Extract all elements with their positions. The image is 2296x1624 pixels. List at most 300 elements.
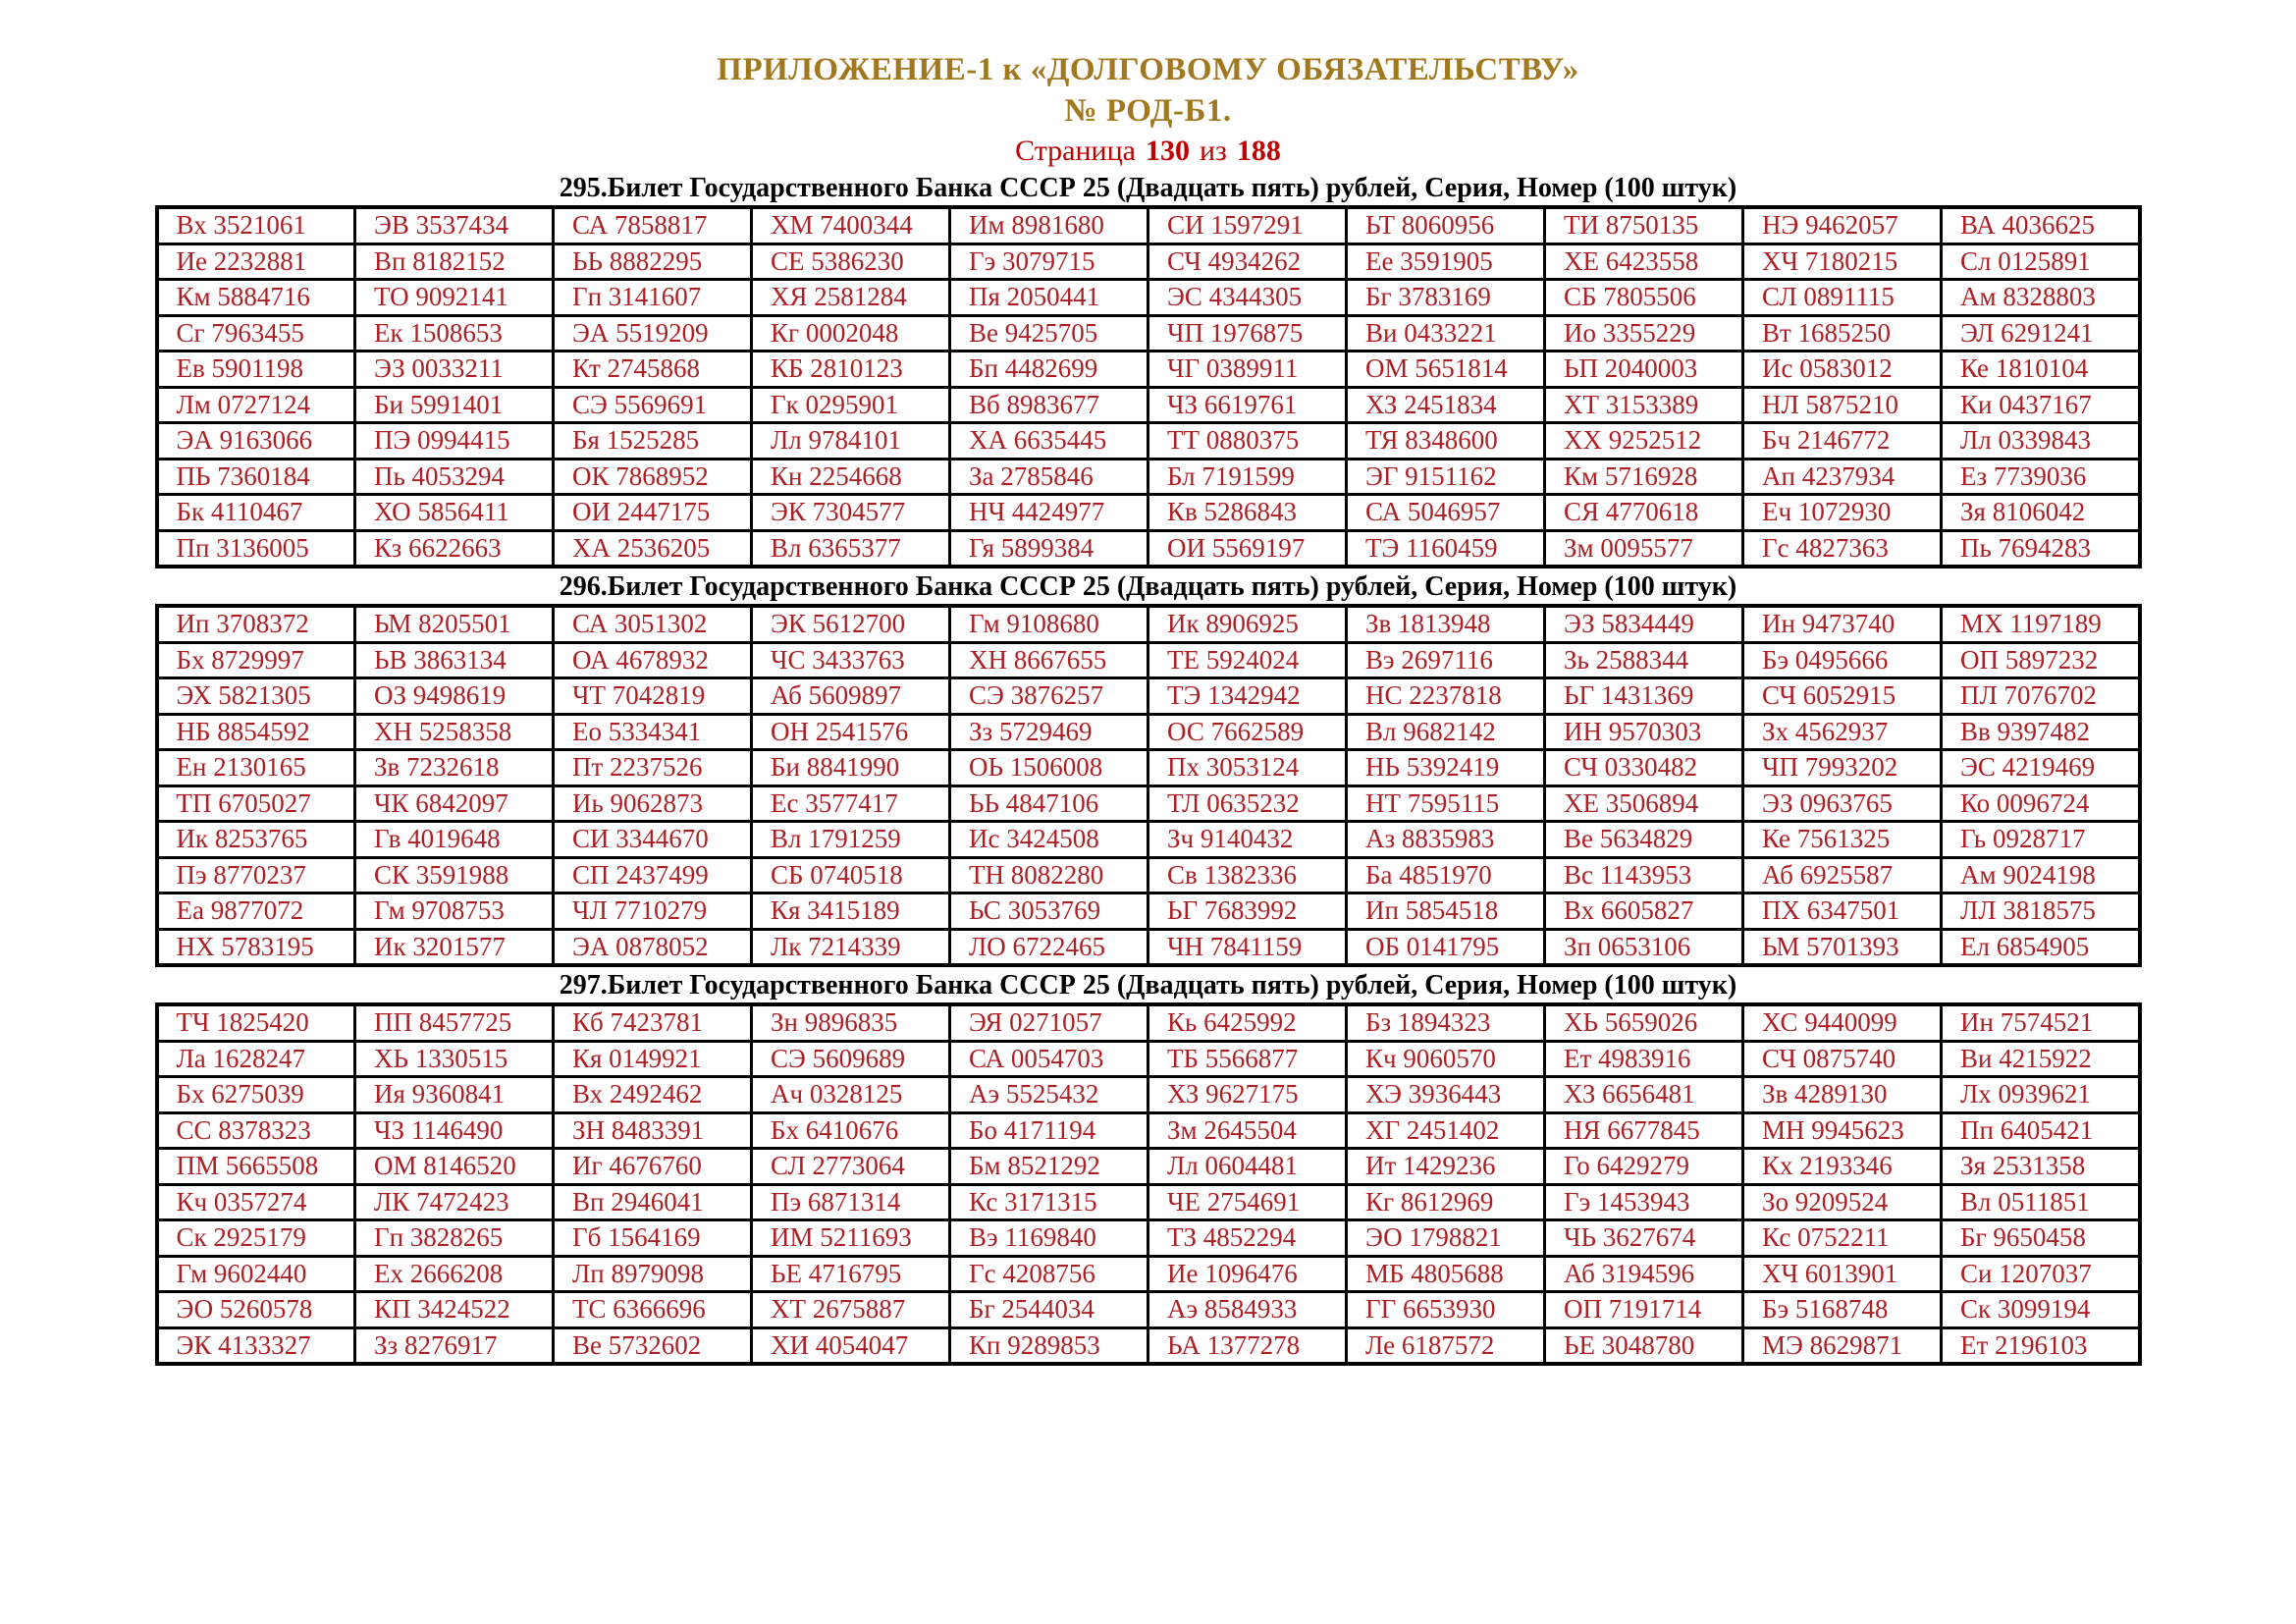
serial-cell: ХЕ 3506894 — [1545, 785, 1743, 822]
serial-cell: Зя 8106042 — [1942, 495, 2140, 531]
serial-cell: Ех 2666208 — [355, 1256, 554, 1292]
serial-cell: ТО 9092141 — [355, 280, 554, 316]
page-word: Страница — [1015, 135, 1136, 167]
serial-cell: Ио 3355229 — [1545, 315, 1743, 352]
serial-cell: Вп 2946041 — [554, 1184, 752, 1220]
serial-cell: ЬМ 8205501 — [355, 606, 554, 642]
serial-cell: Гм 9108680 — [950, 606, 1148, 642]
table-row — [157, 822, 2140, 858]
serial-cell: КБ 2810123 — [752, 352, 950, 388]
serial-cell: ЛЛ 3818575 — [1942, 893, 2140, 930]
serial-cell: Ки 0437167 — [1942, 387, 2140, 423]
serial-cell: ОН 2541576 — [752, 714, 950, 750]
serial-cell: Бм 8521292 — [950, 1149, 1148, 1185]
serial-cell: ЧЗ 1146490 — [355, 1112, 554, 1149]
serial-cell: Ин 7574521 — [1942, 1004, 2140, 1041]
serial-cell: Вб 8983677 — [950, 387, 1148, 423]
serial-cell: ЧЬ 3627674 — [1545, 1220, 1743, 1257]
serial-cell: Кб 7423781 — [554, 1004, 752, 1041]
table-row — [157, 642, 2140, 678]
serial-cell: ЛК 7472423 — [355, 1184, 554, 1220]
serial-cell: Ам 9024198 — [1942, 857, 2140, 893]
serial-cell: Ет 2196103 — [1942, 1327, 2140, 1364]
serial-cell: СЯ 4770618 — [1545, 495, 1743, 531]
serial-cell: Вл 6365377 — [752, 530, 950, 567]
serial-cell: Гэ 1453943 — [1545, 1184, 1743, 1220]
serial-cell: СК 3591988 — [355, 857, 554, 893]
serial-cell: Бч 2146772 — [1743, 423, 1942, 460]
serial-cell: Зв 7232618 — [355, 750, 554, 786]
serial-cell: Ис 0583012 — [1743, 352, 1942, 388]
serial-cell: ХА 6635445 — [950, 423, 1148, 460]
table-297-title: 297.Билет Государственного Банка СССР 25 (Двадцать пять) рублей, Серия, Номер (100 штук) — [559, 970, 1737, 1001]
table-295-title: 295.Билет Государственного Банка СССР 25 (Двадцать пять) рублей, Серия, Номер (100 штук) — [559, 173, 1737, 203]
serial-cell: Ен 2130165 — [157, 750, 355, 786]
table-row — [157, 1004, 2140, 1041]
serial-cell: СБ 7805506 — [1545, 280, 1743, 316]
serial-cell: ПЭ 0994415 — [355, 423, 554, 460]
serial-cell: Пэ 8770237 — [157, 857, 355, 893]
serial-cell: ОМ 5651814 — [1347, 352, 1545, 388]
serial-cell: Ел 6854905 — [1942, 929, 2140, 965]
serial-cell: ХТ 3153389 — [1545, 387, 1743, 423]
serial-cell: ОА 4678932 — [554, 642, 752, 678]
serial-cell: ЧТ 7042819 — [554, 678, 752, 715]
serial-cell: НС 2237818 — [1347, 678, 1545, 715]
table-row — [157, 244, 2140, 280]
serial-cell: КП 3424522 — [355, 1292, 554, 1328]
serial-cell: Вл 9682142 — [1347, 714, 1545, 750]
serial-table-297 — [155, 1002, 2142, 1366]
serial-cell: ОЬ 1506008 — [950, 750, 1148, 786]
serial-cell: Кс 0752211 — [1743, 1220, 1942, 1257]
serial-cell: Ев 5901198 — [157, 352, 355, 388]
serial-cell: Би 8841990 — [752, 750, 950, 786]
serial-cell: ХЯ 2581284 — [752, 280, 950, 316]
table-row — [157, 1149, 2140, 1185]
serial-cell: ТН 8082280 — [950, 857, 1148, 893]
serial-cell: Ве 5732602 — [554, 1327, 752, 1364]
serial-cell: ЧП 7993202 — [1743, 750, 1942, 786]
serial-cell: Кп 9289853 — [950, 1327, 1148, 1364]
serial-cell: ТС 6366696 — [554, 1292, 752, 1328]
serial-cell: Гк 0295901 — [752, 387, 950, 423]
serial-cell: ХН 8667655 — [950, 642, 1148, 678]
table-row — [157, 459, 2140, 495]
serial-cell: Зя 2531358 — [1942, 1149, 2140, 1185]
serial-cell: Зз 8276917 — [355, 1327, 554, 1364]
table-row — [157, 750, 2140, 786]
serial-cell: ХГ 2451402 — [1347, 1112, 1545, 1149]
serial-cell: ЧЛ 7710279 — [554, 893, 752, 930]
serial-cell: ТЗ 4852294 — [1148, 1220, 1347, 1257]
document-title-line2: № РОД-Б1. — [1064, 93, 1232, 129]
serial-cell: Аб 3194596 — [1545, 1256, 1743, 1292]
serial-cell: ЬМ 5701393 — [1743, 929, 1942, 965]
serial-cell: Ес 3577417 — [752, 785, 950, 822]
serial-cell: СЧ 0875740 — [1743, 1041, 1942, 1077]
serial-cell: Ео 5334341 — [554, 714, 752, 750]
serial-cell: Иь 9062873 — [554, 785, 752, 822]
serial-cell: НЧ 4424977 — [950, 495, 1148, 531]
serial-cell: ТЧ 1825420 — [157, 1004, 355, 1041]
serial-cell: Ап 4237934 — [1743, 459, 1942, 495]
serial-cell: Зм 0095577 — [1545, 530, 1743, 567]
serial-cell: Км 5884716 — [157, 280, 355, 316]
serial-cell: Гп 3828265 — [355, 1220, 554, 1257]
serial-cell: Си 1207037 — [1942, 1256, 2140, 1292]
serial-cell: Ие 2232881 — [157, 244, 355, 280]
table-row — [157, 530, 2140, 567]
serial-cell: Вл 1791259 — [752, 822, 950, 858]
serial-cell: Вэ 1169840 — [950, 1220, 1148, 1257]
page-of-word: из — [1199, 135, 1227, 167]
serial-cell: ЛО 6722465 — [950, 929, 1148, 965]
serial-cell: Аэ 5525432 — [950, 1077, 1148, 1113]
serial-cell: ЭЛ 6291241 — [1942, 315, 2140, 352]
serial-cell: Ее 3591905 — [1347, 244, 1545, 280]
serial-cell: Вх 3521061 — [157, 207, 355, 244]
serial-cell: Го 6429279 — [1545, 1149, 1743, 1185]
serial-cell: СЧ 6052915 — [1743, 678, 1942, 715]
serial-cell: Пп 6405421 — [1942, 1112, 2140, 1149]
serial-cell: ЬА 1377278 — [1148, 1327, 1347, 1364]
serial-cell: СБ 0740518 — [752, 857, 950, 893]
serial-cell: ПЬ 7360184 — [157, 459, 355, 495]
serial-cell: Гс 4827363 — [1743, 530, 1942, 567]
serial-cell: СЭ 5609689 — [752, 1041, 950, 1077]
serial-cell: СЛ 2773064 — [752, 1149, 950, 1185]
page-current: 130 — [1145, 135, 1190, 167]
serial-cell: ТИ 8750135 — [1545, 207, 1743, 244]
serial-cell: Ик 8906925 — [1148, 606, 1347, 642]
serial-cell: Зз 5729469 — [950, 714, 1148, 750]
serial-cell: Аэ 8584933 — [1148, 1292, 1347, 1328]
serial-cell: ХЬ 1330515 — [355, 1041, 554, 1077]
serial-cell: Гб 1564169 — [554, 1220, 752, 1257]
serial-cell: Ле 6187572 — [1347, 1327, 1545, 1364]
serial-cell: ХТ 2675887 — [752, 1292, 950, 1328]
serial-cell: МБ 4805688 — [1347, 1256, 1545, 1292]
table-row — [157, 352, 2140, 388]
serial-cell: Вв 9397482 — [1942, 714, 2140, 750]
serial-cell: Зп 0653106 — [1545, 929, 1743, 965]
serial-cell: НЯ 6677845 — [1545, 1112, 1743, 1149]
serial-cell: Кт 2745868 — [554, 352, 752, 388]
serial-cell: Зх 4562937 — [1743, 714, 1942, 750]
table-row — [157, 1077, 2140, 1113]
serial-cell: Кг 0002048 — [752, 315, 950, 352]
serial-cell: Кя 3415189 — [752, 893, 950, 930]
serial-cell: Бх 6410676 — [752, 1112, 950, 1149]
serial-cell: ЭВ 3537434 — [355, 207, 554, 244]
serial-cell: ЬЬ 4847106 — [950, 785, 1148, 822]
serial-cell: ХЧ 7180215 — [1743, 244, 1942, 280]
serial-cell: Кг 8612969 — [1347, 1184, 1545, 1220]
serial-cell: Бх 8729997 — [157, 642, 355, 678]
serial-cell: ЭО 5260578 — [157, 1292, 355, 1328]
serial-cell: ЧК 6842097 — [355, 785, 554, 822]
serial-cell: Еч 1072930 — [1743, 495, 1942, 531]
serial-cell: ГГ 6653930 — [1347, 1292, 1545, 1328]
serial-cell: СИ 3344670 — [554, 822, 752, 858]
serial-cell: Зч 9140432 — [1148, 822, 1347, 858]
serial-cell: Ба 4851970 — [1347, 857, 1545, 893]
serial-cell: МХ 1197189 — [1942, 606, 2140, 642]
serial-cell: Бк 4110467 — [157, 495, 355, 531]
serial-cell: ЭК 7304577 — [752, 495, 950, 531]
serial-cell: Ач 0328125 — [752, 1077, 950, 1113]
serial-cell: Лп 8979098 — [554, 1256, 752, 1292]
serial-cell: ХЬ 5659026 — [1545, 1004, 1743, 1041]
serial-cell: ТП 6705027 — [157, 785, 355, 822]
serial-cell: Бя 1525285 — [554, 423, 752, 460]
serial-cell: Кь 6425992 — [1148, 1004, 1347, 1041]
serial-cell: Зн 9896835 — [752, 1004, 950, 1041]
serial-cell: Ия 9360841 — [355, 1077, 554, 1113]
serial-cell: СА 5046957 — [1347, 495, 1545, 531]
serial-cell: СЛ 0891115 — [1743, 280, 1942, 316]
serial-cell: ЬС 3053769 — [950, 893, 1148, 930]
serial-cell: Бэ 0495666 — [1743, 642, 1942, 678]
serial-cell: Ви 4215922 — [1942, 1041, 2140, 1077]
serial-cell: Аб 6925587 — [1743, 857, 1942, 893]
table-row — [157, 280, 2140, 316]
serial-cell: ХЗ 6656481 — [1545, 1077, 1743, 1113]
serial-cell: ЭО 1798821 — [1347, 1220, 1545, 1257]
serial-cell: ХО 5856411 — [355, 495, 554, 531]
serial-cell: ХН 5258358 — [355, 714, 554, 750]
serial-cell: Зо 9209524 — [1743, 1184, 1942, 1220]
serial-cell: Вл 0511851 — [1942, 1184, 2140, 1220]
serial-cell: Ип 5854518 — [1347, 893, 1545, 930]
serial-cell: МН 9945623 — [1743, 1112, 1942, 1149]
serial-cell: Лм 0727124 — [157, 387, 355, 423]
serial-table-295 — [155, 205, 2142, 568]
serial-cell: СА 0054703 — [950, 1041, 1148, 1077]
serial-cell: ЧЗ 6619761 — [1148, 387, 1347, 423]
serial-cell: Св 1382336 — [1148, 857, 1347, 893]
serial-cell: Ке 7561325 — [1743, 822, 1942, 858]
serial-cell: Кя 0149921 — [554, 1041, 752, 1077]
serial-cell: Аб 5609897 — [752, 678, 950, 715]
serial-cell: Ип 3708372 — [157, 606, 355, 642]
serial-cell: Ие 1096476 — [1148, 1256, 1347, 1292]
table-row — [157, 387, 2140, 423]
serial-cell: ЭС 4219469 — [1942, 750, 2140, 786]
serial-cell: Бг 3783169 — [1347, 280, 1545, 316]
serial-cell: Вэ 2697116 — [1347, 642, 1545, 678]
serial-cell: НЬ 5392419 — [1347, 750, 1545, 786]
document-title-line1: ПРИЛОЖЕНИЕ-1 к «ДОЛГОВОМУ ОБЯЗАТЕЛЬСТВУ» — [717, 52, 1579, 87]
serial-cell: ХС 9440099 — [1743, 1004, 1942, 1041]
serial-cell: НТ 7595115 — [1347, 785, 1545, 822]
table-row — [157, 893, 2140, 930]
serial-cell: ОМ 8146520 — [355, 1149, 554, 1185]
serial-cell: СЕ 5386230 — [752, 244, 950, 280]
serial-cell: Лл 0339843 — [1942, 423, 2140, 460]
serial-cell: Гм 9602440 — [157, 1256, 355, 1292]
serial-cell: Бо 4171194 — [950, 1112, 1148, 1149]
table-row — [157, 207, 2140, 244]
serial-cell: ХЗ 2451834 — [1347, 387, 1545, 423]
serial-cell: Вп 8182152 — [355, 244, 554, 280]
serial-cell: ХМ 7400344 — [752, 207, 950, 244]
serial-cell: Вх 6605827 — [1545, 893, 1743, 930]
table-row — [157, 423, 2140, 460]
serial-cell: ЧГ 0389911 — [1148, 352, 1347, 388]
serial-cell: ТЛ 0635232 — [1148, 785, 1347, 822]
page-total: 188 — [1236, 135, 1281, 167]
table-block-296 — [0, 570, 2296, 967]
serial-cell: ОК 7868952 — [554, 459, 752, 495]
serial-cell: ТТ 0880375 — [1148, 423, 1347, 460]
serial-cell: Еа 9877072 — [157, 893, 355, 930]
serial-cell: Би 5991401 — [355, 387, 554, 423]
serial-cell: Аз 8835983 — [1347, 822, 1545, 858]
serial-cell: ХИ 4054047 — [752, 1327, 950, 1364]
serial-cell: Ит 1429236 — [1347, 1149, 1545, 1185]
serial-cell: Кх 2193346 — [1743, 1149, 1942, 1185]
serial-cell: МЭ 8629871 — [1743, 1327, 1942, 1364]
serial-cell: Кч 0357274 — [157, 1184, 355, 1220]
serial-cell: НБ 8854592 — [157, 714, 355, 750]
serial-cell: ЭК 5612700 — [752, 606, 950, 642]
serial-cell: ЭК 4133327 — [157, 1327, 355, 1364]
table-row — [157, 857, 2140, 893]
table-row — [157, 315, 2140, 352]
serial-cell: Сг 7963455 — [157, 315, 355, 352]
serial-cell: Ис 3424508 — [950, 822, 1148, 858]
serial-cell: Ве 5634829 — [1545, 822, 1743, 858]
table-row — [157, 1112, 2140, 1149]
serial-cell: Бл 7191599 — [1148, 459, 1347, 495]
table-block-297 — [0, 969, 2296, 1366]
serial-cell: Ко 0096724 — [1942, 785, 2140, 822]
serial-cell: ВА 4036625 — [1942, 207, 2140, 244]
serial-cell: Ам 8328803 — [1942, 280, 2140, 316]
serial-cell: ЧС 3433763 — [752, 642, 950, 678]
table-row — [157, 929, 2140, 965]
serial-cell: ЧН 7841159 — [1148, 929, 1347, 965]
serial-cell: НЛ 5875210 — [1743, 387, 1942, 423]
serial-cell: ОС 7662589 — [1148, 714, 1347, 750]
serial-cell: ЭГ 9151162 — [1347, 459, 1545, 495]
serial-cell: Кс 3171315 — [950, 1184, 1148, 1220]
serial-cell: ЭА 5519209 — [554, 315, 752, 352]
serial-cell: ЧП 1976875 — [1148, 315, 1347, 352]
serial-cell: Вт 1685250 — [1743, 315, 1942, 352]
table-row — [157, 1292, 2140, 1328]
serial-cell: Лл 9784101 — [752, 423, 950, 460]
serial-cell: Бэ 5168748 — [1743, 1292, 1942, 1328]
serial-cell: Ке 1810104 — [1942, 352, 2140, 388]
serial-cell: Ла 1628247 — [157, 1041, 355, 1077]
serial-cell: Вс 1143953 — [1545, 857, 1743, 893]
serial-cell: Зв 1813948 — [1347, 606, 1545, 642]
serial-cell: Пя 2050441 — [950, 280, 1148, 316]
serial-cell: ЭЗ 0963765 — [1743, 785, 1942, 822]
serial-cell: Зь 2588344 — [1545, 642, 1743, 678]
serial-cell: ЬЬ 8882295 — [554, 244, 752, 280]
serial-cell: СЭ 5569691 — [554, 387, 752, 423]
table-row — [157, 495, 2140, 531]
serial-cell: ЬГ 1431369 — [1545, 678, 1743, 715]
serial-cell: Гь 0928717 — [1942, 822, 2140, 858]
serial-cell: Лл 0604481 — [1148, 1149, 1347, 1185]
serial-cell: ОБ 0141795 — [1347, 929, 1545, 965]
serial-cell: Бх 6275039 — [157, 1077, 355, 1113]
table-row — [157, 1220, 2140, 1257]
serial-cell: Пт 2237526 — [554, 750, 752, 786]
serial-cell: Ек 1508653 — [355, 315, 554, 352]
serial-cell: ОИ 2447175 — [554, 495, 752, 531]
serial-cell: Гя 5899384 — [950, 530, 1148, 567]
serial-cell: Гм 9708753 — [355, 893, 554, 930]
serial-cell: Ин 9473740 — [1743, 606, 1942, 642]
serial-cell: Гп 3141607 — [554, 280, 752, 316]
serial-cell: Кз 6622663 — [355, 530, 554, 567]
serial-cell: ЗН 8483391 — [554, 1112, 752, 1149]
serial-cell: НЭ 9462057 — [1743, 207, 1942, 244]
serial-cell: Кв 5286843 — [1148, 495, 1347, 531]
table-row — [157, 1041, 2140, 1077]
serial-cell: Вх 2492462 — [554, 1077, 752, 1113]
serial-cell: ОИ 5569197 — [1148, 530, 1347, 567]
serial-cell: Ет 4983916 — [1545, 1041, 1743, 1077]
serial-cell: ЭЗ 0033211 — [355, 352, 554, 388]
serial-cell: ЬВ 3863134 — [355, 642, 554, 678]
serial-cell: СЧ 4934262 — [1148, 244, 1347, 280]
serial-cell: ТЭ 1160459 — [1347, 530, 1545, 567]
serial-cell: Пэ 6871314 — [752, 1184, 950, 1220]
serial-cell: Км 5716928 — [1545, 459, 1743, 495]
serial-cell: ЬП 2040003 — [1545, 352, 1743, 388]
serial-cell: ЭЗ 5834449 — [1545, 606, 1743, 642]
serial-cell: СЧ 0330482 — [1545, 750, 1743, 786]
table-296-title: 296.Билет Государственного Банка СССР 25 (Двадцать пять) рублей, Серия, Номер (100 штук) — [559, 571, 1737, 602]
serial-cell: ЭА 0878052 — [554, 929, 752, 965]
serial-cell: СС 8378323 — [157, 1112, 355, 1149]
table-row — [157, 1184, 2140, 1220]
serial-cell: ХЗ 9627175 — [1148, 1077, 1347, 1113]
serial-cell: ЭХ 5821305 — [157, 678, 355, 715]
serial-cell: Гс 4208756 — [950, 1256, 1148, 1292]
serial-cell: Бп 4482699 — [950, 352, 1148, 388]
serial-cell: ЬТ 8060956 — [1347, 207, 1545, 244]
serial-cell: СА 7858817 — [554, 207, 752, 244]
serial-cell: Им 8981680 — [950, 207, 1148, 244]
table-row — [157, 1256, 2140, 1292]
table-row — [157, 678, 2140, 715]
serial-cell: ЬГ 7683992 — [1148, 893, 1347, 930]
table-row — [157, 714, 2140, 750]
serial-cell: Ви 0433221 — [1347, 315, 1545, 352]
serial-cell: ИН 9570303 — [1545, 714, 1743, 750]
serial-cell: ПЛ 7076702 — [1942, 678, 2140, 715]
serial-cell: ПМ 5665508 — [157, 1149, 355, 1185]
serial-cell: СИ 1597291 — [1148, 207, 1347, 244]
serial-cell: Ик 8253765 — [157, 822, 355, 858]
serial-cell: Бг 9650458 — [1942, 1220, 2140, 1257]
serial-cell: ПХ 6347501 — [1743, 893, 1942, 930]
serial-cell: Ве 9425705 — [950, 315, 1148, 352]
serial-cell: Иг 4676760 — [554, 1149, 752, 1185]
page-indicator — [0, 133, 2296, 170]
serial-cell: Кн 2254668 — [752, 459, 950, 495]
serial-cell: ТЕ 5924024 — [1148, 642, 1347, 678]
serial-cell: Пп 3136005 — [157, 530, 355, 567]
